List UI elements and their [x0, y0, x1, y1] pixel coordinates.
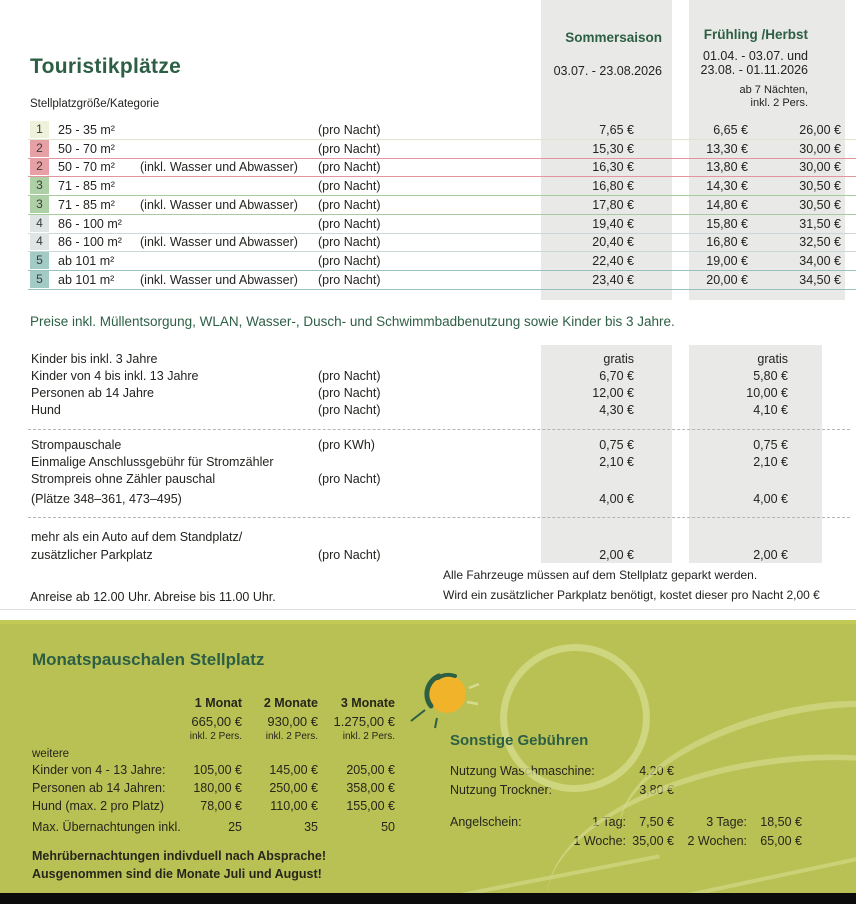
price-spring-week: 34,00 €: [799, 254, 841, 268]
monthly-section-title: Monatspauschalen Stellplatz: [32, 650, 265, 669]
page-title: Touristikplätze: [30, 55, 182, 78]
monthly-rates-section: [0, 620, 856, 893]
monthly-value: 110,00 €: [270, 799, 318, 813]
unit-label: (pro Nacht): [318, 142, 381, 156]
monthly-included-note: inkl. 2 Pers.: [265, 731, 318, 742]
fee-row: [28, 547, 856, 564]
fee-row: [28, 368, 856, 385]
unit-label: (pro KWh): [318, 438, 375, 452]
monthly-value: 25: [228, 820, 242, 834]
unit-label: (pro Nacht): [318, 403, 381, 417]
fee-label: Strompauschale: [31, 438, 122, 452]
size-label: 25 - 35 m²: [58, 123, 115, 137]
price-summer: 6,70 €: [599, 369, 634, 383]
price-spring: gratis: [757, 352, 788, 366]
monthly-row-label: Hund (max. 2 pro Platz): [32, 799, 164, 813]
price-spring-week: 26,00 €: [799, 123, 841, 137]
price-spring: 16,80 €: [706, 235, 748, 249]
arrival-departure-note: Anreise ab 12.00 Uhr. Abreise bis 11.00 Uhr.: [30, 590, 276, 604]
price-spring: 0,75 €: [753, 438, 788, 452]
price-spring: 4,00 €: [753, 492, 788, 506]
table-row: [28, 252, 856, 271]
unit-label: (pro Nacht): [318, 235, 381, 249]
size-label: 50 - 70 m²: [58, 160, 115, 174]
unit-label: (pro Nacht): [318, 369, 381, 383]
fee-label: mehr als ein Auto auf dem Standplatz/: [31, 530, 243, 544]
monthly-value: 205,00 €: [346, 763, 395, 777]
fee-row: [28, 454, 856, 471]
month-col-header: 2 Monate: [263, 696, 318, 710]
category-badge: 3: [30, 196, 49, 213]
unit-label: (pro Nacht): [318, 160, 381, 174]
fee-label: Personen ab 14 Jahre: [31, 386, 155, 400]
fee-label: (Plätze 348–361, 473–495): [31, 492, 182, 506]
fee-label: Kinder bis inkl. 3 Jahre: [31, 352, 158, 366]
price-spring-week: 30,50 €: [799, 198, 841, 212]
category-badge: 5: [30, 271, 49, 288]
fishing-item-label: 1 Tag:: [592, 815, 626, 829]
fishing-item-value: 65,00 €: [760, 834, 802, 848]
weitere-label: weitere: [32, 748, 70, 760]
included-services-note: Preise inkl. Müllentsorgung, WLAN, Wasser-, Dusch- und Schwimmbadbenutzung sowie Kinder bis 3 Jahre.: [30, 314, 675, 329]
fee-row: [28, 491, 856, 508]
price-spring-week: 32,50 €: [799, 235, 841, 249]
monthly-base-price: 930,00 €: [267, 714, 318, 729]
price-spring-week: 30,00 €: [799, 160, 841, 174]
price-spring-week: 31,50 €: [799, 217, 841, 231]
category-badge: 5: [30, 252, 49, 269]
spring-season-dates-1: 01.04. - 03.07. und: [703, 49, 808, 63]
price-spring: 19,00 €: [706, 254, 748, 268]
monthly-value: 50: [381, 820, 395, 834]
monthly-base-price: 665,00 €: [191, 714, 242, 729]
price-spring: 10,00 €: [746, 386, 788, 400]
monthly-value: 358,00 €: [346, 781, 395, 795]
size-label: 71 - 85 m²: [58, 179, 115, 193]
price-spring-week: 34,50 €: [799, 273, 841, 287]
price-spring: 13,80 €: [706, 160, 748, 174]
price-spring: 14,80 €: [706, 198, 748, 212]
table-row: [28, 121, 856, 140]
price-summer: 23,40 €: [592, 273, 634, 287]
unit-label: (pro Nacht): [318, 123, 381, 137]
vehicles-note-line2: Wird ein zusätzlicher Parkplatz benötigt, kostet dieser pro Nacht 2,00 €: [443, 588, 820, 602]
sun-icon: [405, 666, 485, 732]
fishing-item-label: 1 Woche:: [573, 834, 626, 848]
fee-label: Nutzung Waschmaschine:: [450, 764, 595, 778]
monthly-value: 78,00 €: [200, 799, 242, 813]
monthly-note-2: Ausgenommen sind die Monate Juli und August!: [32, 867, 322, 881]
fishing-item-label: 3 Tage:: [706, 815, 747, 829]
price-spring: 15,80 €: [706, 217, 748, 231]
price-spring: 2,10 €: [753, 455, 788, 469]
monthly-value: 35: [304, 820, 318, 834]
price-summer: 16,80 €: [592, 179, 634, 193]
size-category-label: Stellplatzgröße/Kategorie: [30, 98, 160, 110]
spring-season-note-2: inkl. 2 Pers.: [750, 97, 808, 109]
extra-label: (inkl. Wasser und Abwasser): [140, 235, 298, 249]
dashed-divider: [28, 517, 850, 518]
category-badge: 4: [30, 233, 49, 250]
price-summer: 4,00 €: [599, 492, 634, 506]
fee-row: [28, 471, 856, 488]
spring-season-title: Frühling /Herbst: [703, 27, 808, 42]
fee-label: zusätzlicher Parkplatz: [31, 548, 153, 562]
monthly-base-price: 1.275,00 €: [333, 714, 395, 729]
fee-value: 3,80 €: [639, 783, 674, 797]
table-row: [28, 196, 856, 215]
unit-label: (pro Nacht): [318, 386, 381, 400]
fee-row: [28, 529, 856, 546]
section-divider: [0, 609, 856, 610]
price-summer: 2,10 €: [599, 455, 634, 469]
fishing-item-label: 2 Wochen:: [687, 834, 747, 848]
price-summer: 7,65 €: [599, 123, 634, 137]
price-summer: 0,75 €: [599, 438, 634, 452]
monthly-value: 180,00 €: [193, 781, 242, 795]
size-label: 71 - 85 m²: [58, 198, 115, 212]
size-label: ab 101 m²: [58, 273, 115, 287]
monthly-value: 155,00 €: [346, 799, 395, 813]
table-row: [28, 215, 856, 234]
category-badge: 1: [30, 121, 49, 138]
price-spring: 2,00 €: [753, 548, 788, 562]
fishing-license-label: Angelschein:: [450, 815, 522, 829]
spring-season-note-1: ab 7 Nächten,: [739, 84, 808, 96]
monthly-value: 250,00 €: [269, 781, 318, 795]
unit-label: (pro Nacht): [318, 217, 381, 231]
price-spring: 13,30 €: [706, 142, 748, 156]
price-summer: 20,40 €: [592, 235, 634, 249]
table-row: [28, 177, 856, 196]
price-spring: 14,30 €: [706, 179, 748, 193]
fee-label: Nutzung Trockner:: [450, 783, 553, 797]
fee-label: Kinder von 4 bis inkl. 13 Jahre: [31, 369, 199, 383]
monthly-row-label: Personen ab 14 Jahren:: [32, 781, 166, 795]
monthly-value: 105,00 €: [193, 763, 242, 777]
vehicles-note-line1: Alle Fahrzeuge müssen auf dem Stellplatz geparkt werden.: [443, 568, 758, 582]
price-spring-week: 30,50 €: [799, 179, 841, 193]
summer-season-dates: 03.07. - 23.08.2026: [553, 64, 662, 78]
price-summer: 12,00 €: [592, 386, 634, 400]
price-spring: 20,00 €: [706, 273, 748, 287]
fee-row: [28, 385, 856, 402]
spring-season-dates-2: 23.08. - 01.11.2026: [700, 63, 808, 77]
table-row: [28, 140, 856, 159]
unit-label: (pro Nacht): [318, 254, 381, 268]
price-summer: 4,30 €: [599, 403, 634, 417]
extra-label: (inkl. Wasser und Abwasser): [140, 273, 298, 287]
price-spring: 6,65 €: [713, 123, 748, 137]
footer-bar: [0, 893, 856, 904]
dashed-divider: [28, 429, 850, 430]
brush-circle-decoration: [486, 630, 663, 806]
price-summer: 15,30 €: [592, 142, 634, 156]
category-badge: 2: [30, 140, 49, 157]
table-row: [28, 158, 856, 177]
fishing-item-value: 35,00 €: [632, 834, 674, 848]
extra-label: (inkl. Wasser und Abwasser): [140, 198, 298, 212]
monthly-included-note: inkl. 2 Pers.: [189, 731, 242, 742]
fee-row: [28, 402, 856, 419]
extra-label: (inkl. Wasser und Abwasser): [140, 160, 298, 174]
fee-row: [28, 351, 856, 368]
category-badge: 2: [30, 158, 49, 175]
other-fees-title: Sonstige Gebühren: [450, 732, 589, 749]
monthly-row-label: Kinder von 4 - 13 Jahre:: [32, 763, 166, 777]
size-label: 86 - 100 m²: [58, 235, 122, 249]
fee-value: 4,20 €: [639, 764, 674, 778]
fee-label: Einmalige Anschlussgebühr für Stromzähler: [31, 455, 274, 469]
fee-label: Strompreis ohne Zähler pauschal: [31, 472, 216, 486]
monthly-note-1: Mehrübernachtungen indivduell nach Absprache!: [32, 849, 327, 863]
price-summer: 16,30 €: [592, 160, 634, 174]
price-summer: 22,40 €: [592, 254, 634, 268]
price-summer: 17,80 €: [592, 198, 634, 212]
fee-label: Hund: [31, 403, 61, 417]
price-summer: 2,00 €: [599, 548, 634, 562]
category-badge: 4: [30, 215, 49, 232]
price-spring: 5,80 €: [753, 369, 788, 383]
unit-label: (pro Nacht): [318, 179, 381, 193]
price-spring-week: 30,00 €: [799, 142, 841, 156]
fishing-item-value: 18,50 €: [760, 815, 802, 829]
unit-label: (pro Nacht): [318, 548, 381, 562]
table-row: [28, 271, 856, 290]
monthly-included-note: inkl. 2 Pers.: [342, 731, 395, 742]
fee-row: [28, 437, 856, 454]
price-summer: 19,40 €: [592, 217, 634, 231]
month-col-header: 3 Monate: [340, 696, 395, 710]
monthly-row-label: Max. Übernachtungen inkl.: [32, 820, 181, 834]
table-row: [28, 233, 856, 252]
summer-season-title: Sommersaison: [565, 30, 662, 45]
category-badge: 3: [30, 177, 49, 194]
monthly-value: 145,00 €: [269, 763, 318, 777]
size-label: 86 - 100 m²: [58, 217, 122, 231]
price-summer: gratis: [603, 352, 634, 366]
unit-label: (pro Nacht): [318, 273, 381, 287]
unit-label: (pro Nacht): [318, 472, 381, 486]
size-label: 50 - 70 m²: [58, 142, 115, 156]
price-spring: 4,10 €: [753, 403, 788, 417]
unit-label: (pro Nacht): [318, 198, 381, 212]
fishing-item-value: 7,50 €: [639, 815, 674, 829]
size-label: ab 101 m²: [58, 254, 115, 268]
month-col-header: 1 Monat: [194, 696, 242, 710]
